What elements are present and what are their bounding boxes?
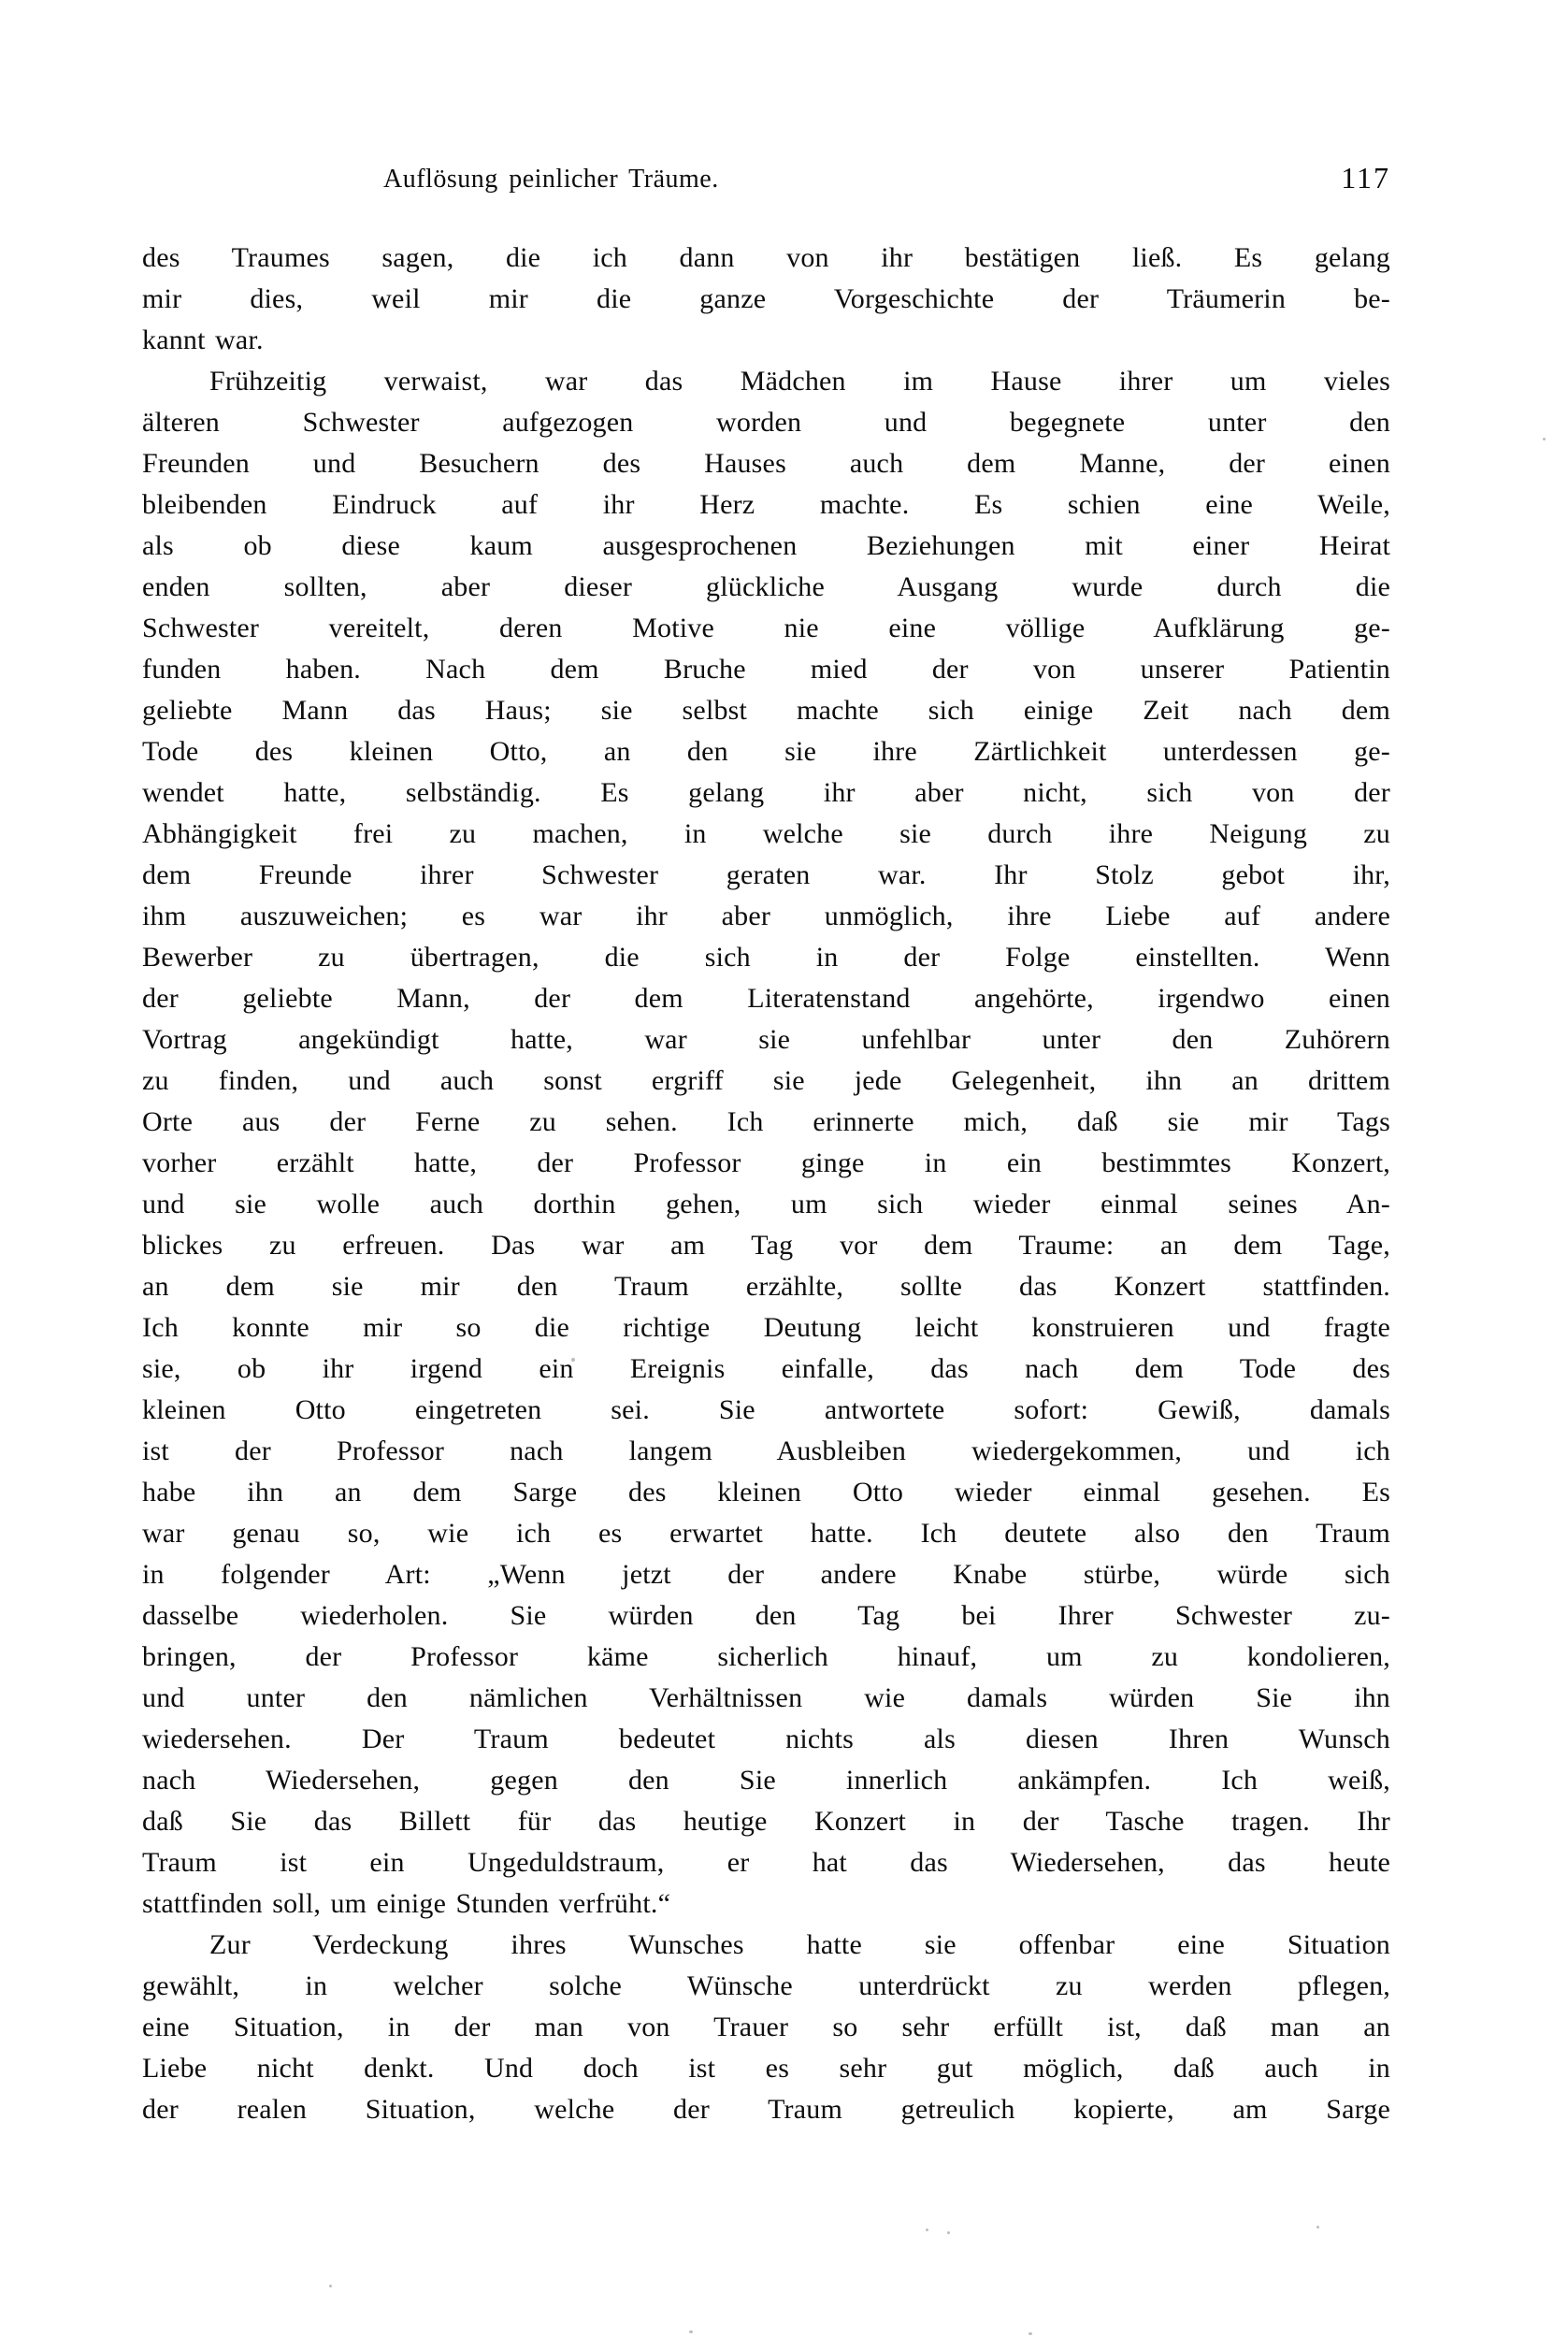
text-line: wendet hatte, selbständig. Es gelang ihr aber nicht, sich von der — [142, 777, 1390, 808]
text-line: des Traumes sagen, die ich dann von ihr bestätigen ließ. Es gelang — [142, 242, 1390, 273]
text-line: mir dies, weil mir die ganze Vorgeschichte der Träumerin be- — [142, 283, 1390, 314]
paragraph — [142, 1925, 1390, 2130]
text-block — [142, 238, 1390, 2130]
scan-speck — [1543, 438, 1546, 440]
text-line: Liebe nicht denkt. Und doch ist es sehr gut möglich, daß auch in — [142, 2053, 1390, 2084]
text-line: geliebte Mann das Haus; sie selbst machte sich einige Zeit nach dem — [142, 695, 1390, 726]
text-line: Bewerber zu übertragen, die sich in der Folge einstellten. Wenn — [142, 942, 1390, 973]
text-line: Abhängigkeit frei zu machen, in welche sie durch ihre Neigung zu — [142, 818, 1390, 849]
text-line: Vortrag angekündigt hatte, war sie unfehlbar unter den Zuhörern — [142, 1024, 1390, 1055]
text-line: dasselbe wiederholen. Sie würden den Tag bei Ihrer Schwester zu- — [142, 1600, 1390, 1631]
scan-speck — [947, 2231, 950, 2234]
scan-speck — [329, 2285, 332, 2287]
text-line: als ob diese kaum ausgesprochenen Beziehungen mit einer Heirat — [142, 530, 1390, 561]
text-line: Zur Verdeckung ihres Wunsches hatte sie offenbar eine Situation — [209, 1929, 1390, 1960]
text-line: Schwester vereitelt, deren Motive nie eine völlige Aufklärung ge- — [142, 613, 1390, 643]
text-line: Ich konnte mir so die richtige Deutung leicht konstruieren und fragte — [142, 1312, 1390, 1343]
text-line: vorher erzählt hatte, der Professor ginge in ein bestimmtes Konzert, — [142, 1147, 1390, 1178]
text-line: eine Situation, in der man von Trauer so sehr erfüllt ist, daß man an — [142, 2012, 1390, 2042]
text-line: gewählt, in welcher solche Wünsche unterdrückt zu werden pflegen, — [142, 1970, 1390, 2001]
text-line: sie, ob ihr irgend ein Ereignis einfalle, das nach dem Tode des — [142, 1353, 1390, 1384]
text-line: dem Freunde ihrer Schwester geraten war. Ihr Stolz gebot ihr, — [142, 859, 1390, 890]
text-line: bringen, der Professor käme sicherlich hinauf, um zu kondolieren, — [142, 1641, 1390, 1672]
scan-speck — [926, 2229, 928, 2231]
text-line: und sie wolle auch dorthin gehen, um sich wieder einmal seines An- — [142, 1189, 1390, 1219]
text-line: wiedersehen. Der Traum bedeutet nichts als diesen Ihren Wunsch — [142, 1724, 1390, 1754]
text-line: war genau so, wie ich es erwartet hatte. Ich deutete also den Traum — [142, 1518, 1390, 1549]
paragraph — [142, 361, 1390, 1925]
text-line: älteren Schwester aufgezogen worden und begegnete unter den — [142, 407, 1390, 438]
text-line: bleibenden Eindruck auf ihr Herz machte. Es schien eine Weile, — [142, 489, 1390, 520]
scan-speck — [689, 2330, 693, 2333]
paragraph — [142, 238, 1390, 361]
running-header — [142, 161, 1390, 202]
scan-speck — [1029, 2332, 1032, 2335]
text-line: stattfinden soll, um einige Stunden verfrüht.“ — [142, 1888, 671, 1919]
text-line: Frühzeitig verwaist, war das Mädchen im Hause ihrer um vieles — [209, 366, 1390, 397]
text-line: ihm auszuweichen; es war ihr aber unmöglich, ihre Liebe auf andere — [142, 901, 1390, 931]
text-line: kleinen Otto eingetreten sei. Sie antwortete sofort: Gewiß, damals — [142, 1394, 1390, 1425]
text-line: enden sollten, aber dieser glückliche Ausgang wurde durch die — [142, 571, 1390, 602]
text-line: und unter den nämlichen Verhältnissen wie damals würden Sie ihn — [142, 1682, 1390, 1713]
text-line: habe ihn an dem Sarge des kleinen Otto wieder einmal gesehen. Es — [142, 1477, 1390, 1508]
page-number: 117 — [1341, 161, 1390, 195]
scan-speck — [1316, 2226, 1319, 2229]
text-line: der geliebte Mann, der dem Literatenstand angehörte, irgendwo einen — [142, 983, 1390, 1014]
text-line: nach Wiedersehen, gegen den Sie innerlich ankämpfen. Ich weiß, — [142, 1765, 1390, 1796]
text-line: der realen Situation, welche der Traum getreulich kopierte, am Sarge — [142, 2094, 1390, 2125]
text-line: Tode des kleinen Otto, an den sie ihre Zärtlichkeit unterdessen ge- — [142, 736, 1390, 767]
text-line: Traum ist ein Ungeduldstraum, er hat das Wiedersehen, das heute — [142, 1847, 1390, 1878]
text-line: daß Sie das Billett für das heutige Konzert in der Tasche tragen. Ihr — [142, 1806, 1390, 1837]
text-line: funden haben. Nach dem Bruche mied der von unserer Patientin — [142, 654, 1390, 685]
text-line: Freunden und Besuchern des Hauses auch dem Manne, der einen — [142, 448, 1390, 479]
text-line: in folgender Art: „Wenn jetzt der andere Knabe stürbe, würde sich — [142, 1559, 1390, 1590]
text-line: ist der Professor nach langem Ausbleiben wiedergekommen, und ich — [142, 1435, 1390, 1466]
text-line: zu finden, und auch sonst ergriff sie jede Gelegenheit, ihn an drittem — [142, 1065, 1390, 1096]
text-line: kannt war. — [142, 325, 264, 355]
text-line: blickes zu erfreuen. Das war am Tag vor dem Traume: an dem Tage, — [142, 1230, 1390, 1261]
scan-speck — [571, 1358, 575, 1362]
text-line: Orte aus der Ferne zu sehen. Ich erinnerte mich, daß sie mir Tags — [142, 1106, 1390, 1137]
running-head-title: Auflösung peinlicher Träume. — [383, 165, 719, 194]
text-line: an dem sie mir den Traum erzählte, sollte das Konzert stattfinden. — [142, 1271, 1390, 1302]
